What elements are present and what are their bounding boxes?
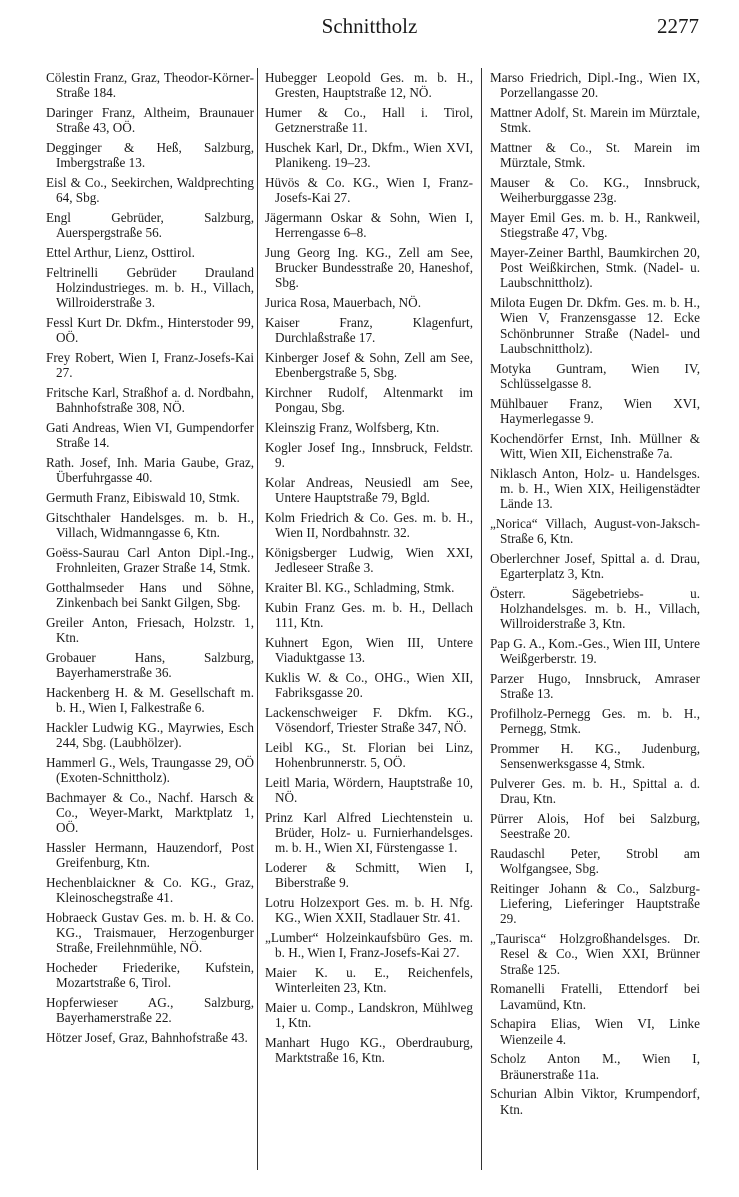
- directory-entry: Huschek Karl, Dr., Dkfm., Wien XVI, Planikeng. 19–23.: [265, 140, 473, 171]
- directory-entry: Loderer & Schmitt, Wien I, Biberstraße 9.: [265, 859, 473, 890]
- directory-entry: Reitinger Johann & Co., Salzburg-Liefering, Lieferinger Hauptstraße 29.: [490, 881, 700, 927]
- directory-entry: Kubin Franz Ges. m. b. H., Dellach 111, Ktn.: [265, 599, 473, 630]
- directory-entry: Marso Friedrich, Dipl.-Ing., Wien IX, Porzellangasse 20.: [490, 70, 700, 101]
- directory-entry: Mattner & Co., St. Marein im Mürztale, Stmk.: [490, 140, 700, 171]
- directory-entry: Prommer H. KG., Judenburg, Sensenwerksgasse 4, Stmk.: [490, 741, 700, 772]
- directory-entry: Hobraeck Gustav Ges. m. b. H. & Co. KG., Traismauer, Herzogenburger Straße, Freilehnmühle, NÖ.: [46, 910, 254, 956]
- directory-entry: Kogler Josef Ing., Innsbruck, Feldstr. 9.: [265, 439, 473, 470]
- directory-entry: Jägermann Oskar & Sohn, Wien I, Herrengasse 6–8.: [265, 210, 473, 241]
- directory-entry: Jung Georg Ing. KG., Zell am See, Brucker Bundesstraße 20, Haneshof, Sbg.: [265, 245, 473, 291]
- directory-entry: Mayer Emil Ges. m. b. H., Rankweil, Stiegstraße 47, Vbg.: [490, 210, 700, 241]
- directory-entry: Kraiter Bl. KG., Schladming, Stmk.: [265, 579, 455, 595]
- directory-entry: Ettel Arthur, Lienz, Osttirol.: [46, 245, 195, 260]
- directory-entry: „Norica“ Villach, August-von-Jaksch-Straße 6, Ktn.: [490, 515, 700, 547]
- directory-entry: Maier K. u. E., Reichenfels, Winterleiten 23, Ktn.: [265, 964, 473, 995]
- directory-entry: Feltrinelli Gebrüder Drauland Holzindustrieges. m. b. H., Villach, Willroiderstraße 3.: [46, 264, 254, 311]
- directory-entry: Hechenblaickner & Co. KG., Graz, Kleinoschegstraße 41.: [46, 875, 254, 906]
- directory-entry: Cölestin Franz, Graz, Theodor-Körner-Straße 184.: [46, 70, 254, 101]
- directory-entry: Hopferwieser AG., Salzburg, Bayerhamerstraße 22.: [46, 995, 254, 1026]
- directory-entry: „Lumber“ Holzeinkaufsbüro Ges. m. b. H., Wien I, Franz-Josefs-Kai 27.: [265, 929, 473, 960]
- directory-entry: Kleinszig Franz, Wolfsberg, Ktn.: [265, 420, 440, 435]
- directory-entry: Oberlerchner Josef, Spittal a. d. Drau, Egarterplatz 3, Ktn.: [490, 550, 700, 582]
- directory-entry: Romanelli Fratelli, Ettendorf bei Lavamünd, Ktn.: [490, 981, 700, 1012]
- directory-entry: Kinberger Josef & Sohn, Zell am See, Ebenbergstraße 5, Sbg.: [265, 350, 473, 381]
- directory-entry: Gati Andreas, Wien VI, Gumpendorfer Straße 14.: [46, 420, 254, 451]
- directory-entry: Mauser & Co. KG., Innsbruck, Weiherburggasse 23g.: [490, 175, 700, 206]
- directory-entry: Österr. Sägebetriebs- u. Holzhandelsges. m. b. H., Villach, Willroiderstraße 3, Ktn.: [490, 585, 700, 632]
- directory-entry: Kuklis W. & Co., OHG., Wien XII, Fabriksgasse 20.: [265, 669, 473, 700]
- directory-entry: Rath. Josef, Inh. Maria Gaube, Graz, Überfuhrgasse 40.: [46, 455, 254, 486]
- page-header: [0, 14, 739, 44]
- directory-entry: Germuth Franz, Eibiswald 10, Stmk.: [46, 490, 240, 505]
- directory-entry: Jurica Rosa, Mauerbach, NÖ.: [265, 295, 422, 311]
- directory-entry: Prinz Karl Alfred Liechtenstein u. Brüder, Holz- u. Furnierhandelsges. m. b. H., Wien XI, Fürstengasse 1.: [265, 809, 473, 855]
- directory-entry: Kochendörfer Ernst, Inh. Müllner & Witt, Wien XII, Eichenstraße 7a.: [490, 430, 700, 461]
- column-right: [490, 70, 700, 1121]
- directory-entry: Mayer-Zeiner Barthl, Baumkirchen 20, Post Weißkirchen, Stmk. (Nadel- u. Laubschnittholz).: [490, 245, 700, 291]
- directory-entry: Manhart Hugo KG., Oberdrauburg, Marktstraße 16, Ktn.: [265, 1034, 473, 1065]
- column-divider: [481, 68, 482, 1170]
- directory-entry: Hocheder Friederike, Kufstein, Mozartstraße 6, Tirol.: [46, 960, 254, 991]
- directory-entry: Fritsche Karl, Straßhof a. d. Nordbahn, Bahnhofstraße 308, NÖ.: [46, 385, 254, 416]
- directory-entry: Königsberger Ludwig, Wien XXI, Jedleseer Straße 3.: [265, 544, 473, 575]
- directory-entry: Maier u. Comp., Landskron, Mühlweg 1, Ktn.: [265, 999, 473, 1030]
- directory-entry: Kaiser Franz, Klagenfurt, Durchlaßstraße 17.: [265, 315, 473, 346]
- directory-entry: Lackenschweiger F. Dkfm. KG., Vösendorf, Triester Straße 347, NÖ.: [265, 704, 473, 735]
- directory-entry: Parzer Hugo, Innsbruck, Amraser Straße 13.: [490, 671, 700, 702]
- directory-entry: „Taurisca“ Holzgroßhandelsges. Dr. Resel & Co., Wien XXI, Brünner Straße 125.: [490, 931, 700, 977]
- directory-entry: Niklasch Anton, Holz- u. Handelsges. m. b. H., Wien XIX, Heiligenstädter Lände 13.: [490, 465, 700, 512]
- directory-entry: Frey Robert, Wien I, Franz-Josefs-Kai 27.: [46, 350, 254, 381]
- directory-entry: Greiler Anton, Friesach, Holzstr. 1, Ktn.: [46, 614, 254, 645]
- directory-entry: Fessl Kurt Dr. Dkfm., Hinterstoder 99, OÖ.: [46, 315, 254, 346]
- directory-entry: Pap G. A., Kom.-Ges., Wien III, Untere Weißgerberstr. 19.: [490, 636, 700, 667]
- directory-entry: Scholz Anton M., Wien I, Bräunerstraße 11a.: [490, 1051, 700, 1082]
- directory-entry: Motyka Guntram, Wien IV, Schlüsselgasse 8.: [490, 360, 700, 391]
- directory-entry: Schurian Albin Viktor, Krumpendorf, Ktn.: [490, 1086, 700, 1117]
- directory-entry: Kolm Friedrich & Co. Ges. m. b. H., Wien II, Nordbahnstr. 32.: [265, 509, 473, 540]
- directory-entry: Daringer Franz, Altheim, Braunauer Straße 43, OÖ.: [46, 105, 254, 136]
- directory-entry: Profilholz-Pernegg Ges. m. b. H., Pernegg, Stmk.: [490, 706, 700, 737]
- directory-entry: Hötzer Josef, Graz, Bahnhofstraße 43.: [46, 1030, 248, 1046]
- directory-entry: Hammerl G., Wels, Traungasse 29, OÖ (Exoten-Schnittholz).: [46, 754, 254, 785]
- directory-entry: Mattner Adolf, St. Marein im Mürztale, Stmk.: [490, 105, 700, 136]
- directory-entry: Humer & Co., Hall i. Tirol, Getznerstraße 11.: [265, 105, 473, 136]
- directory-entry: Milota Eugen Dr. Dkfm. Ges. m. b. H., Wien V, Franzensgasse 12. Ecke Schönbrunner Straße (Nadel- und Laubschnittholz).: [490, 295, 700, 356]
- directory-entry: Gotthalmseder Hans und Söhne, Zinkenbach bei Sankt Gilgen, Sbg.: [46, 579, 254, 610]
- directory-entry: Gitschthaler Handelsges. m. b. H., Villach, Widmanngasse 6, Ktn.: [46, 509, 254, 540]
- column-left: [46, 70, 254, 1050]
- directory-entry: Kuhnert Egon, Wien III, Untere Viaduktgasse 13.: [265, 634, 473, 665]
- page-title: Schnittholz: [321, 14, 418, 38]
- directory-entry: Hassler Hermann, Hauzendorf, Post Greifenburg, Ktn.: [46, 840, 254, 871]
- directory-entry: Engl Gebrüder, Salzburg, Auerspergstraße 56.: [46, 210, 254, 241]
- directory-entry: Kolar Andreas, Neusiedl am See, Untere Hauptstraße 79, Bgld.: [265, 474, 473, 505]
- directory-entry: Pürrer Alois, Hof bei Salzburg, Seestraße 20.: [490, 811, 700, 842]
- directory-entry: Raudaschl Peter, Strobl am Wolfgangsee, Sbg.: [490, 846, 700, 877]
- directory-entry: Bachmayer & Co., Nachf. Harsch & Co., Weyer-Markt, Marktplatz 1, OÖ.: [46, 789, 254, 836]
- directory-entry: Schapira Elias, Wien VI, Linke Wienzeile 4.: [490, 1016, 700, 1047]
- directory-entry: Leitl Maria, Wördern, Hauptstraße 10, NÖ.: [265, 774, 473, 805]
- directory-entry: Eisl & Co., Seekirchen, Waldprechting 64, Sbg.: [46, 175, 254, 206]
- directory-entry: Hüvös & Co. KG., Wien I, Franz-Josefs-Kai 27.: [265, 175, 473, 206]
- directory-entry: Goëss-Saurau Carl Anton Dipl.-Ing., Frohnleiten, Grazer Straße 14, Stmk.: [46, 544, 254, 575]
- column-middle: [265, 70, 473, 1070]
- directory-entry: Kirchner Rudolf, Altenmarkt im Pongau, Sbg.: [265, 385, 473, 416]
- directory-entry: Hackler Ludwig KG., Mayrwies, Esch 244, Sbg. (Laubhölzer).: [46, 719, 254, 750]
- directory-entry: Leibl KG., St. Florian bei Linz, Hohenbrunnerstr. 5, OÖ.: [265, 739, 473, 770]
- directory-entry: Lotru Holzexport Ges. m. b. H. Nfg. KG., Wien XXII, Stadlauer Str. 41.: [265, 894, 473, 925]
- directory-entry: Degginger & Heß, Salzburg, Imbergstraße 13.: [46, 140, 254, 171]
- page-number: 2277: [657, 14, 699, 38]
- directory-entry: Mühlbauer Franz, Wien XVI, Haymerlegasse 9.: [490, 395, 700, 426]
- directory-entry: Pulverer Ges. m. b. H., Spittal a. d. Drau, Ktn.: [490, 776, 700, 807]
- directory-entry: Hubegger Leopold Ges. m. b. H., Gresten, Hauptstraße 12, NÖ.: [265, 70, 473, 101]
- column-divider: [257, 68, 258, 1170]
- directory-entry: Grobauer Hans, Salzburg, Bayerhamerstraße 36.: [46, 649, 254, 680]
- directory-entry: Hackenberg H. & M. Gesellschaft m. b. H., Wien I, Falkestraße 6.: [46, 684, 254, 715]
